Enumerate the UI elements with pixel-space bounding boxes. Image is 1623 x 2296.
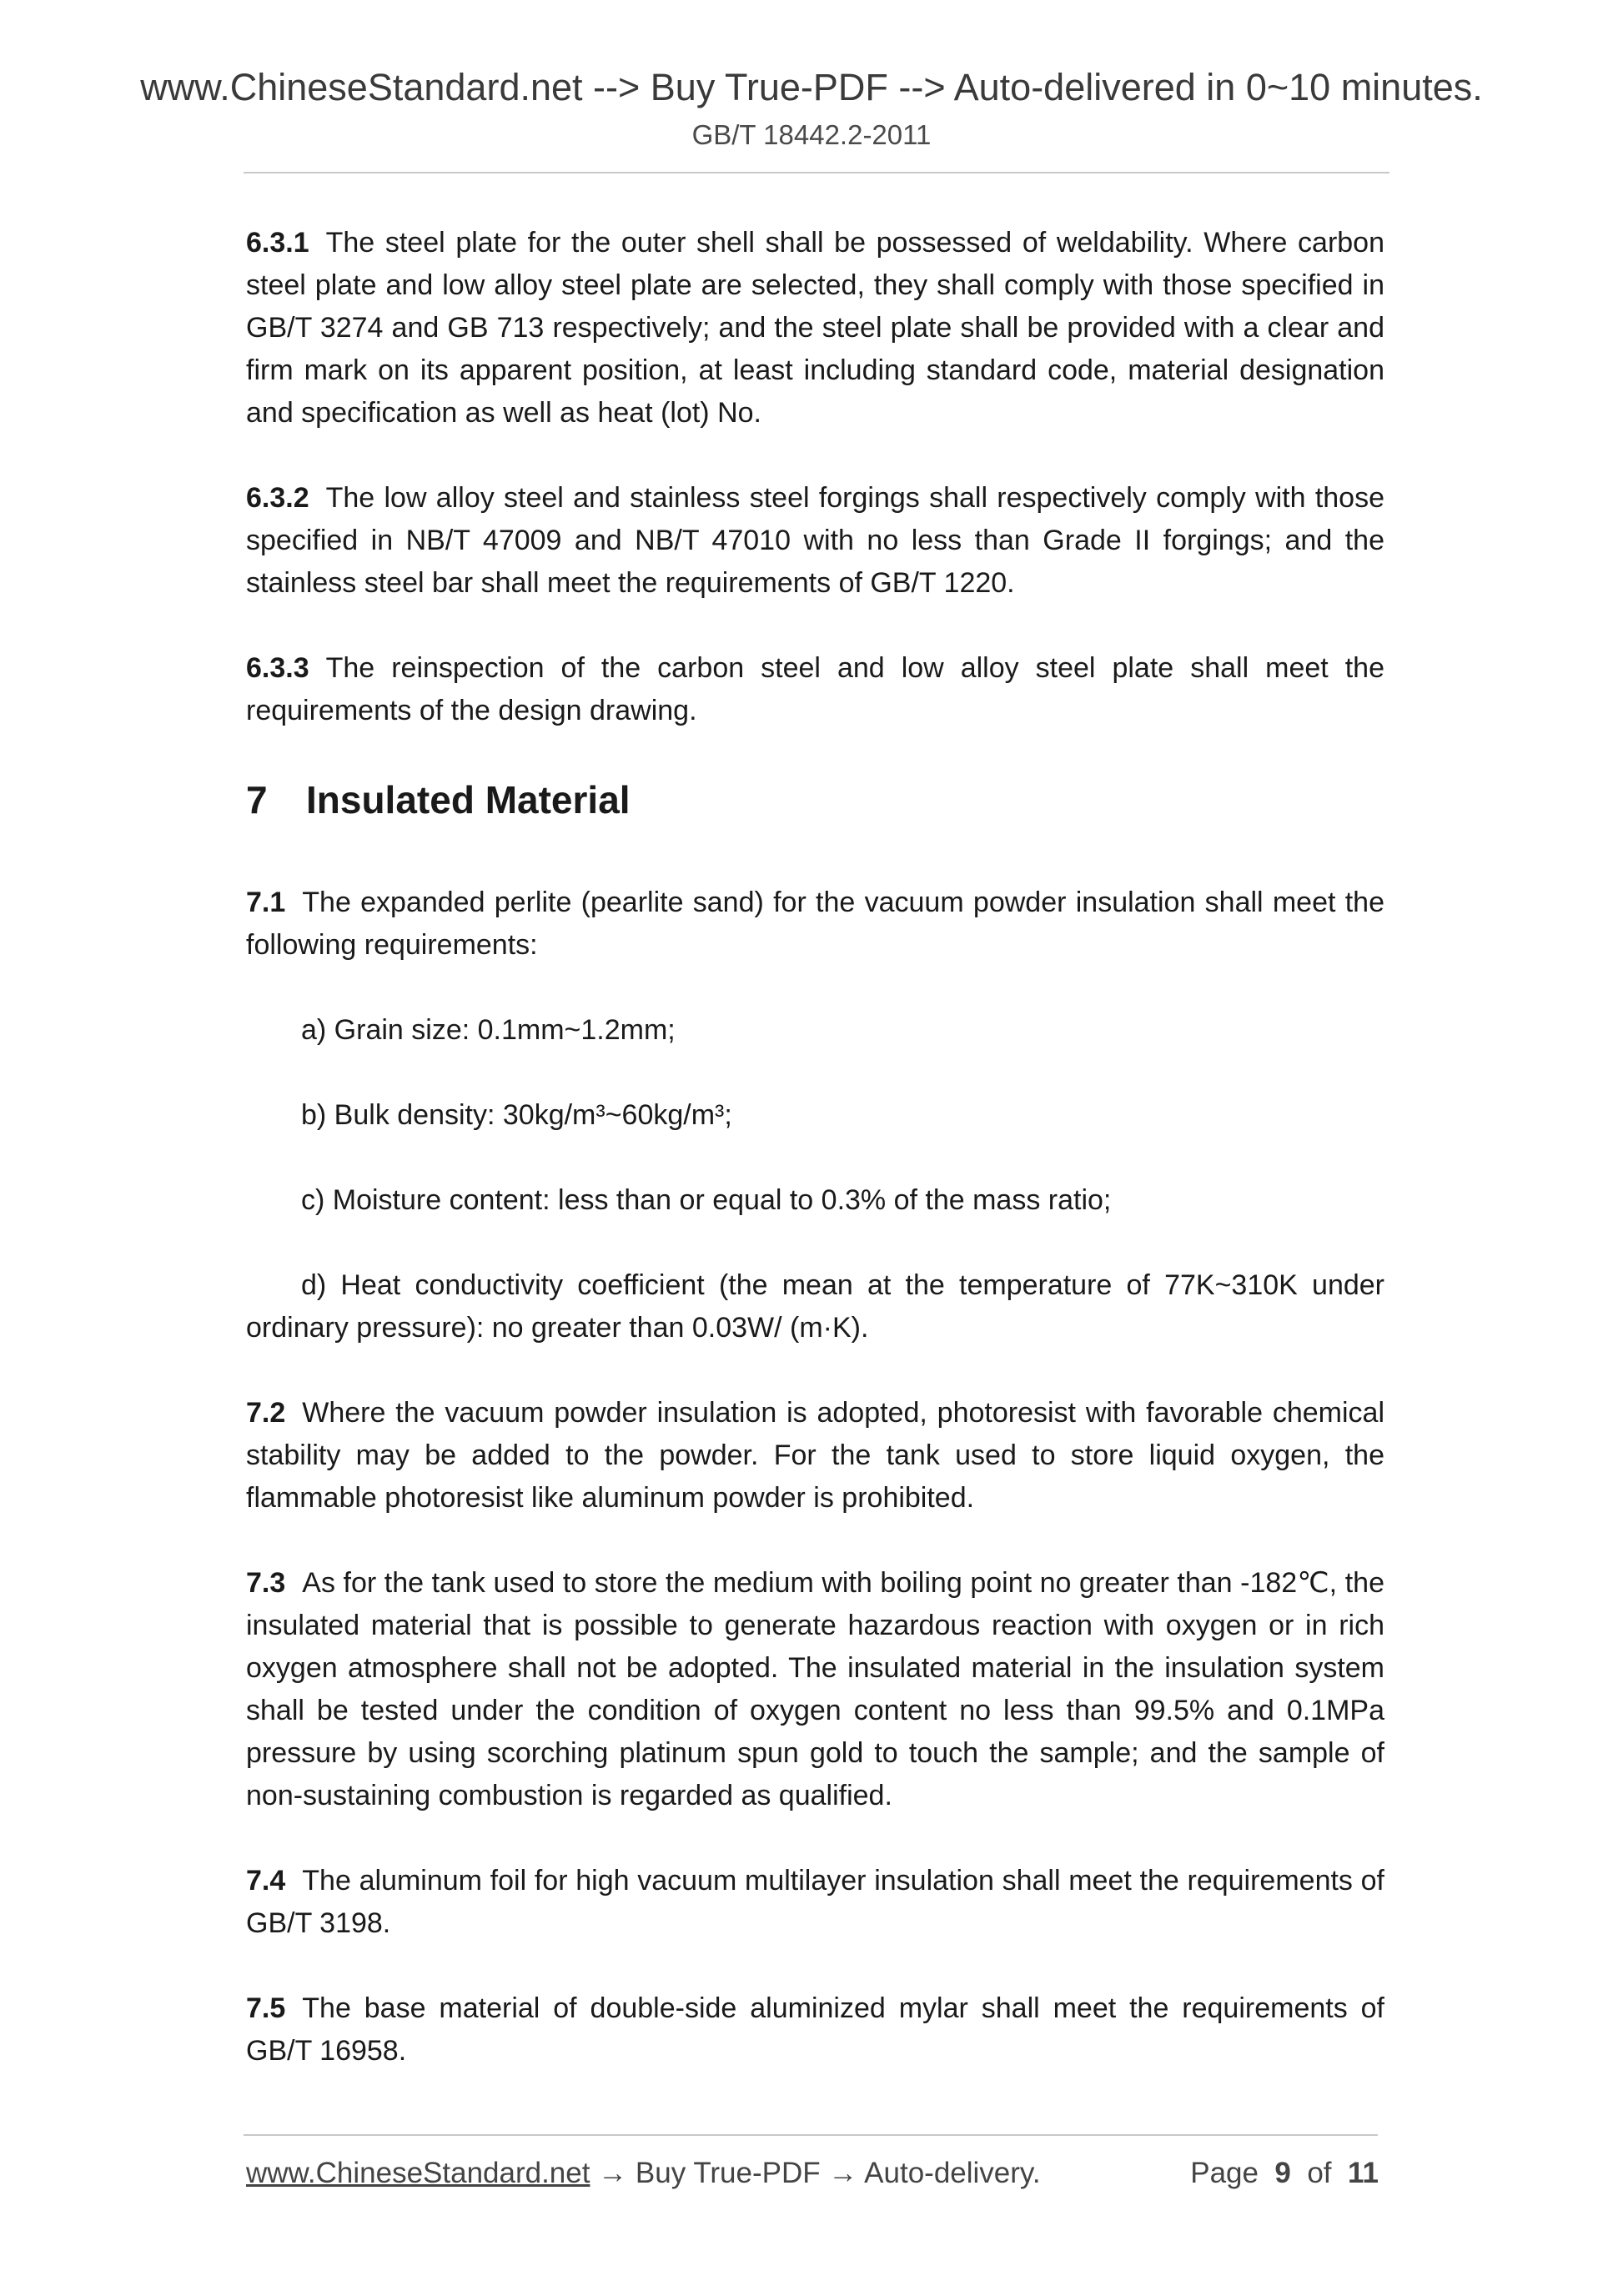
clause-text: Where the vacuum powder insulation is adopted, photoresist with favorable chemical stability may be added to the powder. For the tank used to store liquid oxygen, the flammable photoresist like aluminum powder is prohibited. [246, 1397, 1384, 1514]
clause-text: As for the tank used to store the medium with boiling point no greater than -182℃, the insulated material that is possible to generate hazardous reaction with oxygen or in rich oxygen atmosphere shall not be adopted. The insulated material in the insulation system shall be tested under the condition of oxygen content no less than 99.5% and 0.1MPa pressure by using scorching platinum spun gold to touch the sample; and the sample of non-sustaining combustion is regarded as qualified. [246, 1567, 1384, 1811]
of-label: of [1307, 2157, 1332, 2189]
clause-number: 7.2 [246, 1397, 286, 1429]
header-banner: www.ChineseStandard.net --> Buy True-PDF --> Auto-delivered in 0~10 minutes. [140, 66, 1483, 108]
clause-6-3-1 [246, 222, 1384, 435]
section-title: Insulated Material [306, 778, 631, 821]
page-footer [246, 2155, 1379, 2192]
page-total: 11 [1348, 2157, 1379, 2189]
clause-7-4 [246, 1860, 1384, 1945]
footer-divider [244, 2134, 1378, 2136]
clause-number: 7.1 [246, 887, 286, 918]
clause-7-3 [246, 1562, 1384, 1817]
clause-7-5 [246, 1987, 1384, 2072]
list-item: a) Grain size: 0.1mm~1.2mm; [301, 1014, 676, 1046]
clause-number: 7.3 [246, 1567, 286, 1599]
clause-6-3-3 [246, 647, 1384, 732]
page-number: 9 [1274, 2157, 1291, 2189]
clause-text: The steel plate for the outer shell shall be possessed of weldability. Where carbon steel plate and low alloy steel plate are selected, they shall comply with those specified in GB/T 3274 and GB 713 respectively; and the steel plate shall be provided with a clear and firm mark on its apparent position, at least including standard code, material designation and specification as well as heat (lot) No. [246, 227, 1384, 429]
clause-number: 7.5 [246, 1992, 286, 2024]
footer-tagline: → Buy True-PDF → Auto-delivery. [590, 2157, 1041, 2189]
clause-text: The aluminum foil for high vacuum multilayer insulation shall meet the requirements of GB/T 3198. [246, 1865, 1384, 1939]
clause-6-3-2 [246, 477, 1384, 605]
page-indicator [1190, 2155, 1379, 2192]
section-heading-7 [246, 775, 1384, 825]
clause-number: 6.3.2 [246, 482, 309, 514]
clause-7-1 [246, 882, 1384, 967]
clause-number: 6.3.3 [246, 652, 309, 684]
list-item: b) Bulk density: 30kg/m³~60kg/m³; [301, 1099, 732, 1131]
page-label: Page [1190, 2157, 1259, 2189]
clause-number: 7.4 [246, 1865, 286, 1897]
list-item: c) Moisture content: less than or equal to 0.3% of the mass ratio; [301, 1184, 1112, 1216]
clause-text: The reinspection of the carbon steel and low alloy steel plate shall meet the requirements of the design drawing. [246, 652, 1384, 726]
clause-7-2 [246, 1392, 1384, 1520]
page-content [246, 222, 1384, 2115]
clause-number: 6.3.1 [246, 227, 309, 259]
footer-site-link[interactable]: www.ChineseStandard.net [246, 2157, 590, 2189]
header-divider [244, 172, 1389, 173]
section-number: 7 [246, 778, 268, 821]
clause-text: The expanded perlite (pearlite sand) for the vacuum powder insulation shall meet the following requirements: [246, 887, 1384, 961]
clause-text: The base material of double-side aluminized mylar shall meet the requirements of GB/T 16958. [246, 1992, 1384, 2067]
clause-text: The low alloy steel and stainless steel forgings shall respectively comply with those specified in NB/T 47009 and NB/T 47010 with no less than Grade II forgings; and the stainless steel bar shall meet the requirements of GB/T 1220. [246, 482, 1384, 599]
document-code: GB/T 18442.2-2011 [691, 119, 932, 150]
list-item: d) Heat conductivity coefficient (the mean at the temperature of 77K~310K under ordinary pressure): no greater than 0.03W/ (m·K). [246, 1269, 1384, 1344]
